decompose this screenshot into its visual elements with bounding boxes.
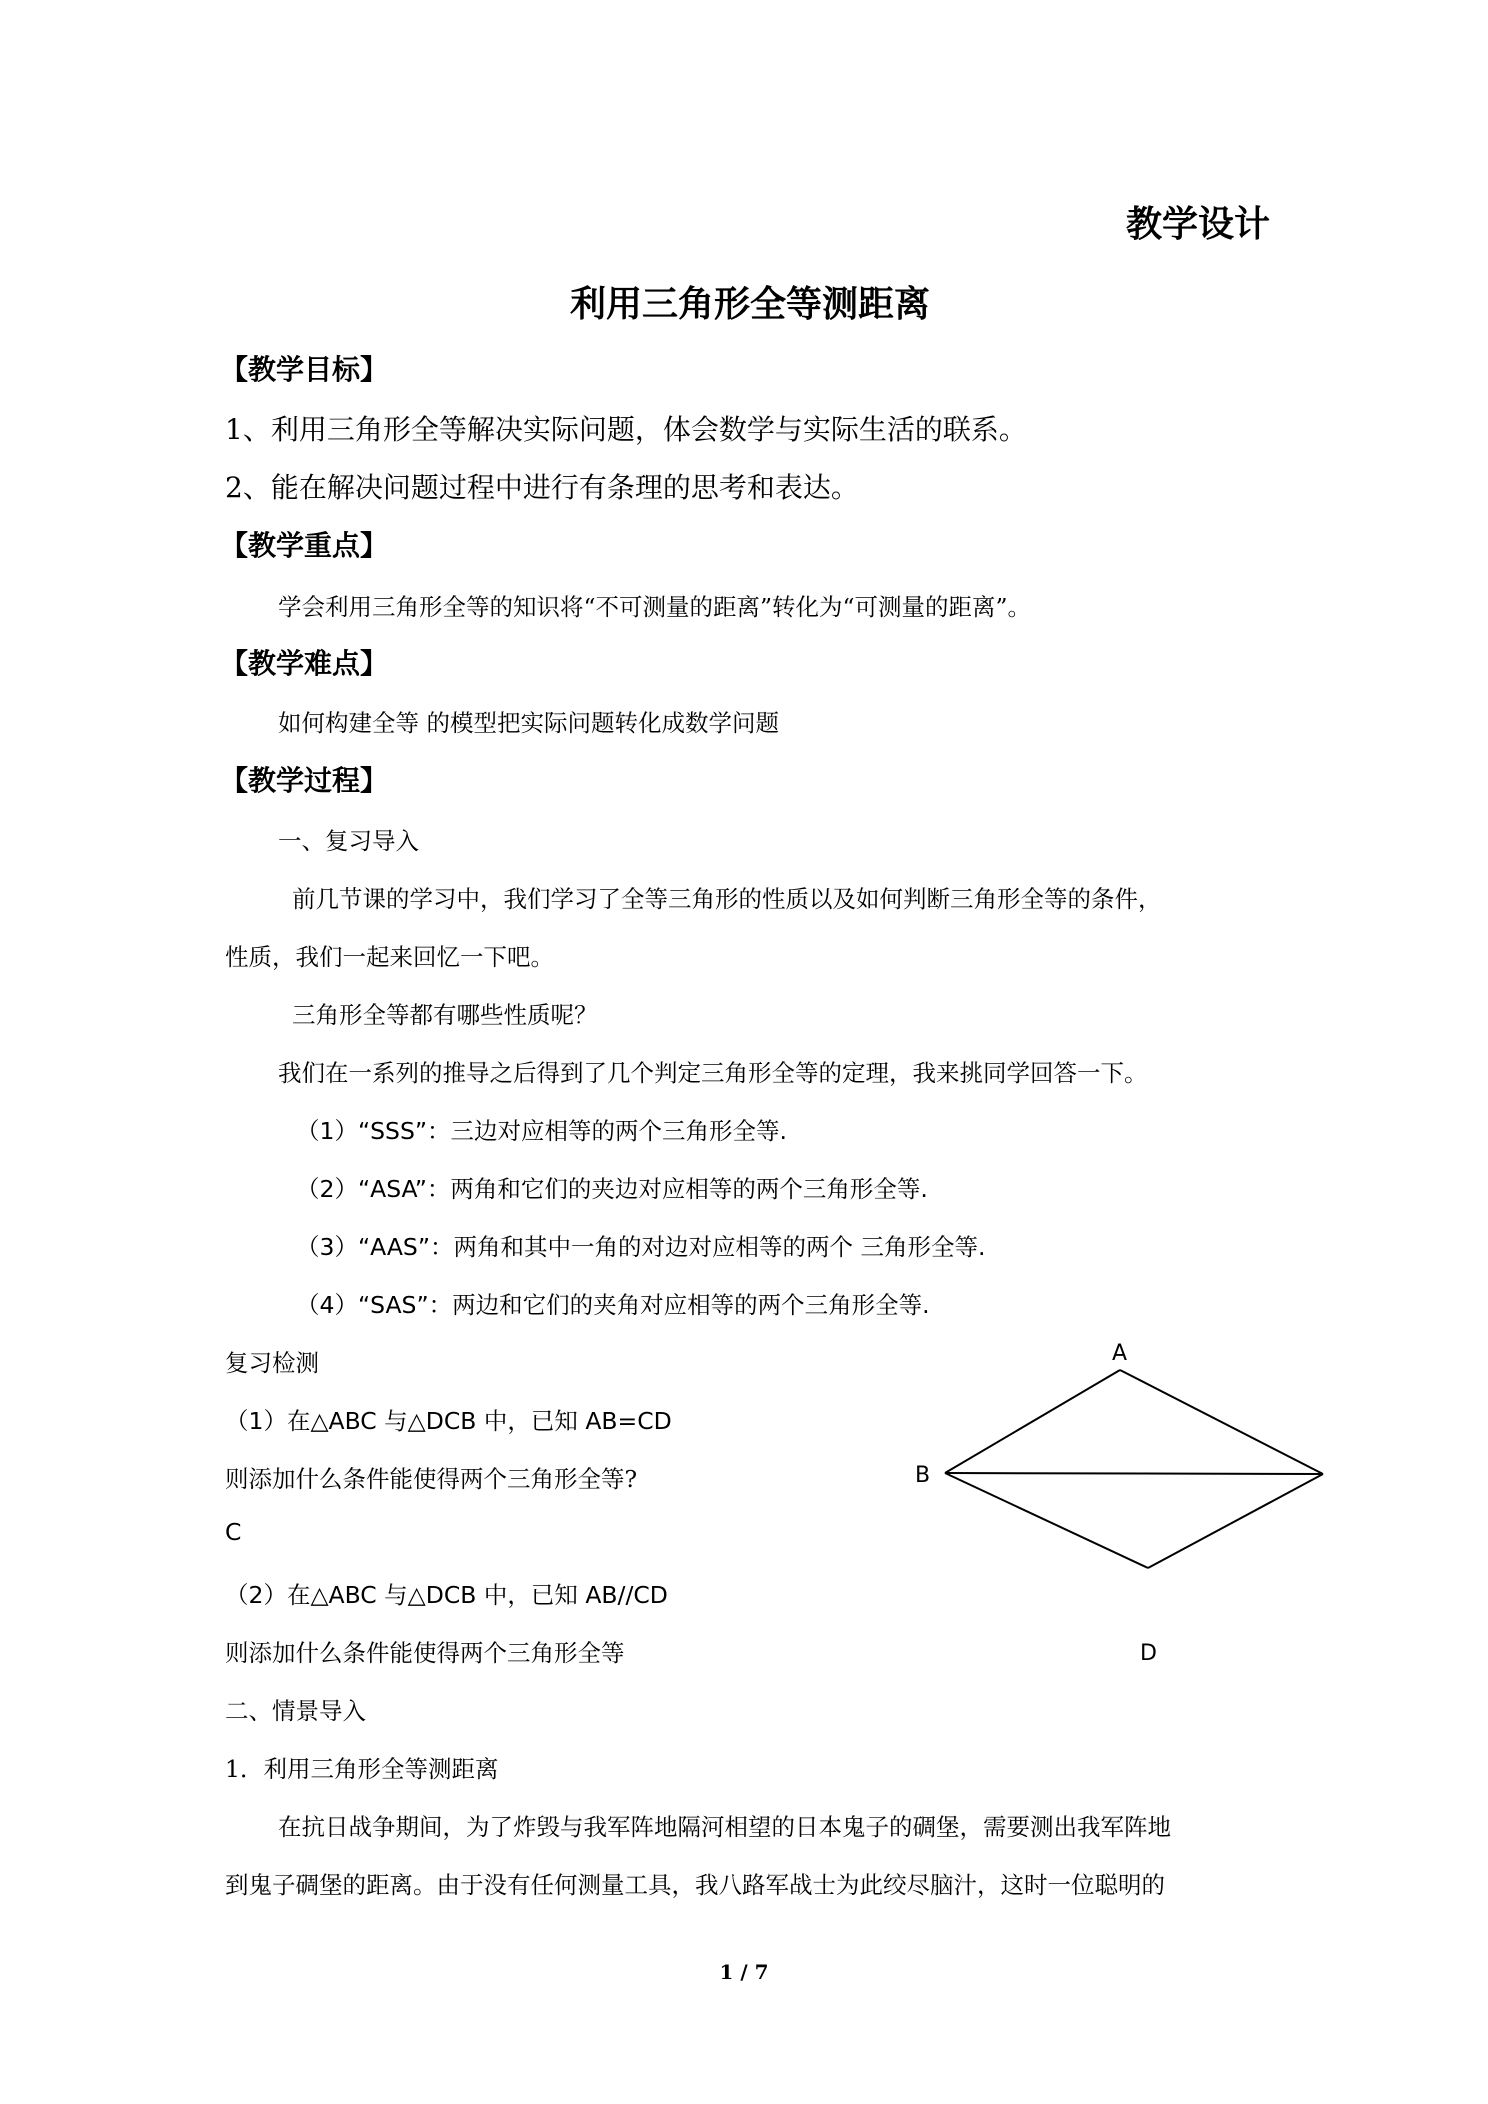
diagram-label-b: B <box>915 1463 931 1488</box>
review-question: 则添加什么条件能使得两个三角形全等? <box>225 1465 638 1493</box>
goal-item: 2、能在解决问题过程中进行有条理的思考和表达。 <box>225 471 859 504</box>
diagram-label-d: D <box>1140 1641 1157 1666</box>
section-heading-goals: 【教学目标】 <box>220 353 389 386</box>
document-title <box>0 276 1488 327</box>
segment-bc <box>945 1473 1323 1474</box>
key-point-text: 学会利用三角形全等的知识将“不可测量的距离”转化为“可测量的距离”。 <box>278 593 1032 621</box>
story-paragraph-line: 在抗日战争期间，为了炸毁与我军阵地隔河相望的日本鬼子的碉堡，需要测出我军阵地 <box>278 1813 1171 1841</box>
diagram-label-a: A <box>1112 1341 1128 1366</box>
story-paragraph-line: 到鬼子碉堡的距离。由于没有任何测量工具，我八路军战士为此绞尽脑汁，这时一位聪明的 <box>225 1871 1165 1899</box>
diagram-label-c: C <box>225 1518 242 1546</box>
review-question: （2）在△ABC 与△DCB 中，已知 AB//CD <box>225 1581 668 1609</box>
segment-cd <box>1148 1474 1323 1568</box>
sub1-heading: 1．利用三角形全等测距离 <box>225 1755 499 1783</box>
intro-paragraph-line: 性质，我们一起来回忆一下吧。 <box>225 943 554 971</box>
review-question: 则添加什么条件能使得两个三角形全等 <box>225 1639 625 1667</box>
document-title-text: 利用三角形全等测距离 <box>569 283 930 325</box>
part2-heading: 二、情景导入 <box>225 1697 366 1725</box>
section-heading-key-points: 【教学重点】 <box>220 529 389 562</box>
section-heading-process: 【教学过程】 <box>220 764 389 797</box>
document-header-title: 教学设计 <box>1125 203 1270 245</box>
question-text: 三角形全等都有哪些性质呢？ <box>292 1001 598 1029</box>
theorem-intro-text: 我们在一系列的推导之后得到了几个判定三角形全等的定理，我来挑同学回答一下。 <box>278 1059 1148 1087</box>
page-number: 1 / 7 <box>719 1960 769 1984</box>
section-heading-difficulties: 【教学难点】 <box>220 647 389 680</box>
quadrilateral-diagram <box>880 1330 1340 1670</box>
review-label: 复习检测 <box>225 1349 319 1377</box>
theorem-item: （3）“AAS”：两角和其中一角的对边对应相等的两个 三角形全等. <box>296 1233 986 1261</box>
goal-item: 1、利用三角形全等解决实际问题，体会数学与实际生活的联系。 <box>225 413 1027 446</box>
segment-ab <box>945 1370 1120 1473</box>
theorem-item: （2）“ASA”：两角和它们的夹边对应相等的两个三角形全等. <box>296 1175 928 1203</box>
segment-ac <box>1120 1370 1323 1474</box>
intro-paragraph-line: 前几节课的学习中，我们学习了全等三角形的性质以及如何判断三角形全等的条件， <box>292 885 1162 913</box>
difficulty-text: 如何构建全等 的模型把实际问题转化成数学问题 <box>278 709 779 737</box>
review-question: （1）在△ABC 与△DCB 中，已知 AB=CD <box>225 1407 672 1435</box>
segment-bd <box>945 1473 1148 1568</box>
part1-heading: 一、复习导入 <box>278 827 419 855</box>
theorem-item: （1）“SSS”：三边对应相等的两个三角形全等. <box>296 1117 788 1145</box>
theorem-item: （4）“SAS”：两边和它们的夹角对应相等的两个三角形全等. <box>296 1291 930 1319</box>
